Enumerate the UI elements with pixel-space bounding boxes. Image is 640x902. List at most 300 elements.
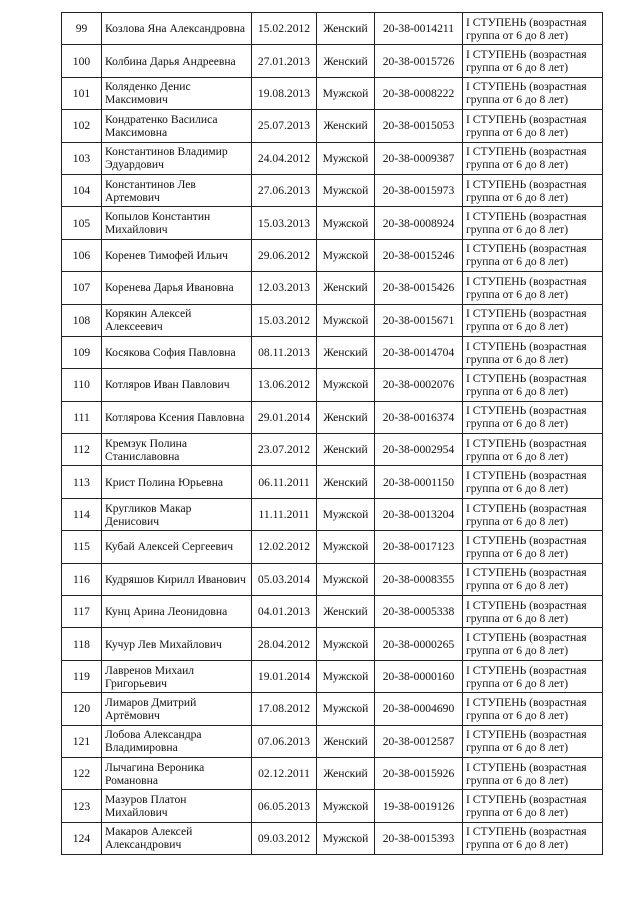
- uin-cell-text: 20-38-0015393: [382, 831, 455, 845]
- gender-cell-text: Мужской: [322, 702, 369, 716]
- row-number-cell-text: 120: [72, 702, 91, 716]
- uin-cell: [375, 45, 463, 77]
- birth-date-cell-text: 28.04.2012: [257, 637, 311, 651]
- row-number-cell-text: 107: [72, 281, 91, 295]
- gender-cell: [317, 45, 375, 77]
- gender-cell-text: Женский: [323, 475, 368, 489]
- level-cell: [463, 725, 603, 757]
- gender-cell: [317, 304, 375, 336]
- birth-date-cell-text: 06.11.2011: [258, 475, 310, 489]
- table-row: [62, 239, 603, 271]
- full-name-cell: [102, 790, 252, 822]
- birth-date-cell: [252, 239, 317, 271]
- table-row: [62, 401, 603, 433]
- table-row: [62, 110, 603, 142]
- level-cell: [463, 596, 603, 628]
- gender-cell: [317, 531, 375, 563]
- uin-cell-text: 20-38-0014211: [382, 22, 455, 36]
- full-name-cell: [102, 660, 252, 692]
- row-number-cell: [62, 498, 102, 530]
- row-number-cell: [62, 304, 102, 336]
- full-name-cell: [102, 401, 252, 433]
- gender-cell: [317, 401, 375, 433]
- row-number-cell: [62, 110, 102, 142]
- birth-date-cell-text: 04.01.2013: [257, 605, 311, 619]
- full-name-cell: [102, 13, 252, 45]
- level-cell: [463, 45, 603, 77]
- row-number-cell: [62, 563, 102, 595]
- uin-cell-text: 20-38-0013204: [382, 508, 455, 522]
- full-name-cell: [102, 628, 252, 660]
- level-cell-text: I СТУПЕНЬ (возрастная группа от 6 до 8 лет): [466, 371, 587, 398]
- gender-cell: [317, 239, 375, 271]
- level-cell-text: I СТУПЕНЬ (возрастная группа от 6 до 8 лет): [466, 436, 587, 463]
- birth-date-cell-text: 25.07.2013: [257, 119, 311, 133]
- birth-date-cell: [252, 628, 317, 660]
- birth-date-cell-text: 27.01.2013: [257, 54, 311, 68]
- table-row: [62, 272, 603, 304]
- roster-table: [61, 12, 603, 855]
- level-cell-text: I СТУПЕНЬ (возрастная группа от 6 до 8 лет): [466, 695, 587, 722]
- table-row: [62, 45, 603, 77]
- birth-date-cell: [252, 142, 317, 174]
- birth-date-cell-text: 15.03.2013: [257, 216, 311, 230]
- uin-cell: [375, 174, 463, 206]
- birth-date-cell-text: 02.12.2011: [258, 767, 310, 781]
- level-cell-text: I СТУПЕНЬ (возрастная группа от 6 до 8 лет): [466, 631, 587, 658]
- uin-cell: [375, 790, 463, 822]
- row-number-cell-text: 123: [72, 799, 91, 813]
- table-row: [62, 336, 603, 368]
- uin-cell-text: 20-38-0009387: [382, 151, 455, 165]
- full-name-cell-text: Лавренов Михаил Григорьевич: [105, 663, 195, 690]
- uin-cell-text: 19-38-0019126: [382, 799, 455, 813]
- gender-cell-text: Женский: [323, 605, 368, 619]
- gender-cell-text: Мужской: [322, 86, 369, 100]
- birth-date-cell: [252, 725, 317, 757]
- row-number-cell-text: 118: [73, 637, 90, 651]
- gender-cell-text: Мужской: [322, 572, 369, 586]
- full-name-cell-text: Константинов Лев Артемович: [105, 177, 196, 204]
- uin-cell: [375, 466, 463, 498]
- level-cell-text: I СТУПЕНЬ (возрастная группа от 6 до 8 лет): [466, 274, 587, 301]
- table-row: [62, 174, 603, 206]
- level-cell-text: I СТУПЕНЬ (возрастная группа от 6 до 8 лет): [466, 469, 587, 496]
- table-row: [62, 369, 603, 401]
- birth-date-cell-text: 17.08.2012: [257, 702, 311, 716]
- row-number-cell-text: 121: [72, 734, 91, 748]
- gender-cell: [317, 110, 375, 142]
- full-name-cell: [102, 822, 252, 854]
- gender-cell-text: Мужской: [322, 670, 369, 683]
- table-row: [62, 660, 603, 692]
- level-cell: [463, 790, 603, 822]
- gender-cell-text: Мужской: [322, 799, 369, 813]
- birth-date-cell-text: 27.06.2013: [257, 184, 311, 198]
- table-row: [62, 822, 603, 854]
- row-number-cell: [62, 272, 102, 304]
- birth-date-cell: [252, 693, 317, 725]
- row-number-cell-text: 100: [72, 54, 91, 68]
- uin-cell: [375, 401, 463, 433]
- document-page: [61, 12, 602, 855]
- level-cell-text: I СТУПЕНЬ (возрастная группа от 6 до 8 лет): [466, 728, 587, 755]
- uin-cell: [375, 142, 463, 174]
- birth-date-cell-text: 08.11.2013: [258, 346, 310, 360]
- gender-cell-text: Женский: [323, 54, 368, 68]
- level-cell: [463, 757, 603, 789]
- level-cell-text: I СТУПЕНЬ (возрастная группа от 6 до 8 лет): [466, 242, 587, 269]
- full-name-cell-text: Кудряшов Кирилл Иванович: [105, 572, 246, 586]
- full-name-cell-text: Кунц Арина Леонидовна: [105, 605, 228, 619]
- level-cell-text: I СТУПЕНЬ (возрастная группа от 6 до 8 лет): [466, 145, 587, 172]
- full-name-cell-text: Лимаров Дмитрий Артёмович: [105, 695, 197, 722]
- row-number-cell: [62, 757, 102, 789]
- gender-cell: [317, 207, 375, 239]
- row-number-cell: [62, 77, 102, 109]
- table-row: [62, 757, 603, 789]
- level-cell-text: I СТУПЕНЬ (возрастная группа от 6 до 8 лет): [466, 339, 587, 366]
- level-cell: [463, 110, 603, 142]
- uin-cell-text: 20-38-0014704: [382, 346, 455, 360]
- level-cell: [463, 336, 603, 368]
- uin-cell: [375, 628, 463, 660]
- row-number-cell-text: 108: [72, 313, 91, 327]
- birth-date-cell: [252, 401, 317, 433]
- uin-cell: [375, 13, 463, 45]
- table-row: [62, 725, 603, 757]
- full-name-cell: [102, 531, 252, 563]
- uin-cell: [375, 77, 463, 109]
- gender-cell: [317, 77, 375, 109]
- uin-cell: [375, 239, 463, 271]
- gender-cell-text: Женский: [323, 443, 368, 457]
- uin-cell: [375, 336, 463, 368]
- level-cell-text: I СТУПЕНЬ (возрастная группа от 6 до 8 лет): [466, 663, 587, 690]
- level-cell: [463, 207, 603, 239]
- table-row: [62, 531, 603, 563]
- uin-cell-text: 20-38-0008355: [382, 572, 455, 586]
- gender-cell-text: Мужской: [322, 540, 369, 554]
- birth-date-cell-text: 15.02.2012: [257, 22, 311, 36]
- row-number-cell-text: 105: [72, 216, 91, 230]
- gender-cell: [317, 466, 375, 498]
- gender-cell-text: Мужской: [322, 378, 369, 392]
- gender-cell: [317, 757, 375, 789]
- gender-cell-text: Мужской: [322, 248, 369, 262]
- gender-cell-text: Мужской: [322, 508, 369, 522]
- full-name-cell: [102, 466, 252, 498]
- row-number-cell: [62, 434, 102, 466]
- birth-date-cell-text: 09.03.2012: [257, 831, 311, 845]
- full-name-cell: [102, 434, 252, 466]
- uin-cell-text: 20-38-0015973: [382, 184, 455, 198]
- full-name-cell-text: Кремзук Полина Станиславовна: [105, 436, 188, 463]
- uin-cell-text: 20-38-0016374: [382, 410, 455, 424]
- gender-cell: [317, 142, 375, 174]
- uin-cell-text: 20-38-0015246: [382, 248, 455, 262]
- full-name-cell: [102, 110, 252, 142]
- birth-date-cell-text: 13.06.2012: [257, 378, 311, 392]
- gender-cell: [317, 596, 375, 628]
- full-name-cell-text: Макаров Алексей Александрович: [105, 825, 193, 852]
- full-name-cell: [102, 77, 252, 109]
- row-number-cell-text: 114: [73, 508, 90, 522]
- birth-date-cell: [252, 272, 317, 304]
- birth-date-cell-text: 07.06.2013: [257, 734, 311, 748]
- gender-cell: [317, 660, 375, 692]
- gender-cell: [317, 790, 375, 822]
- gender-cell: [317, 336, 375, 368]
- full-name-cell-text: Кондратенко Василиса Максимовна: [105, 112, 218, 139]
- level-cell-text: I СТУПЕНЬ (возрастная группа от 6 до 8 лет): [466, 177, 587, 204]
- birth-date-cell: [252, 336, 317, 368]
- full-name-cell-text: Копылов Константин Михайлович: [105, 210, 211, 237]
- row-number-cell-text: 99: [75, 22, 88, 36]
- full-name-cell-text: Кучур Лев Михайлович: [105, 637, 222, 651]
- level-cell-text: I СТУПЕНЬ (возрастная группа от 6 до 8 лет): [466, 825, 587, 852]
- full-name-cell: [102, 498, 252, 530]
- row-number-cell: [62, 174, 102, 206]
- level-cell: [463, 660, 603, 692]
- gender-cell-text: Мужской: [322, 313, 369, 327]
- gender-cell-text: Женский: [323, 119, 368, 133]
- gender-cell: [317, 498, 375, 530]
- uin-cell: [375, 207, 463, 239]
- row-number-cell-text: 122: [72, 767, 91, 781]
- gender-cell-text: Женский: [323, 281, 368, 295]
- birth-date-cell: [252, 498, 317, 530]
- table-row: [62, 13, 603, 45]
- gender-cell: [317, 693, 375, 725]
- uin-cell-text: 20-38-0008222: [382, 86, 455, 100]
- full-name-cell: [102, 45, 252, 77]
- uin-cell: [375, 693, 463, 725]
- birth-date-cell: [252, 45, 317, 77]
- level-cell: [463, 77, 603, 109]
- full-name-cell: [102, 336, 252, 368]
- birth-date-cell-text: 23.07.2012: [257, 443, 311, 457]
- full-name-cell-text: Козлова Яна Александровна: [105, 22, 246, 36]
- birth-date-cell-text: 11.11.2011: [258, 508, 310, 522]
- full-name-cell: [102, 207, 252, 239]
- birth-date-cell-text: 19.08.2013: [257, 86, 311, 100]
- birth-date-cell-text: 05.03.2014: [257, 572, 311, 586]
- table-row: [62, 434, 603, 466]
- table-row: [62, 563, 603, 595]
- full-name-cell: [102, 272, 252, 304]
- level-cell-text: I СТУПЕНЬ (возрастная группа от 6 до 8 лет): [466, 760, 587, 787]
- row-number-cell: [62, 596, 102, 628]
- uin-cell-text: 20-38-0004690: [382, 702, 455, 716]
- row-number-cell: [62, 336, 102, 368]
- roster-table-body: [62, 13, 603, 855]
- uin-cell: [375, 725, 463, 757]
- birth-date-cell: [252, 174, 317, 206]
- full-name-cell-text: Котляров Иван Павлович: [105, 378, 230, 392]
- gender-cell: [317, 369, 375, 401]
- full-name-cell-text: Колбина Дарья Андреевна: [105, 54, 236, 68]
- uin-cell: [375, 757, 463, 789]
- full-name-cell-text: Котлярова Ксения Павловна: [105, 410, 245, 424]
- row-number-cell-text: 104: [72, 184, 91, 198]
- uin-cell-text: 20-38-0015926: [382, 767, 455, 781]
- uin-cell: [375, 304, 463, 336]
- full-name-cell-text: Коренев Тимофей Ильич: [105, 248, 228, 262]
- level-cell: [463, 693, 603, 725]
- row-number-cell-text: 101: [72, 86, 91, 100]
- birth-date-cell: [252, 77, 317, 109]
- full-name-cell: [102, 239, 252, 271]
- birth-date-cell: [252, 757, 317, 789]
- level-cell-text: I СТУПЕНЬ (возрастная группа от 6 до 8 лет): [466, 404, 587, 431]
- full-name-cell-text: Константинов Владимир Эдуардович: [105, 145, 228, 172]
- row-number-cell: [62, 693, 102, 725]
- full-name-cell: [102, 174, 252, 206]
- row-number-cell: [62, 207, 102, 239]
- uin-cell: [375, 596, 463, 628]
- row-number-cell-text: 119: [73, 670, 90, 683]
- full-name-cell: [102, 563, 252, 595]
- row-number-cell: [62, 13, 102, 45]
- full-name-cell-text: Мазуров Платон Михайлович: [105, 793, 187, 820]
- gender-cell-text: Женский: [323, 22, 368, 36]
- full-name-cell-text: Коляденко Денис Максимович: [105, 80, 191, 107]
- uin-cell: [375, 434, 463, 466]
- row-number-cell-text: 115: [73, 540, 90, 554]
- level-cell: [463, 272, 603, 304]
- uin-cell-text: 20-38-0012587: [382, 734, 455, 748]
- level-cell: [463, 304, 603, 336]
- row-number-cell: [62, 660, 102, 692]
- row-number-cell: [62, 531, 102, 563]
- uin-cell-text: 20-38-0015426: [382, 281, 455, 295]
- full-name-cell-text: Коренева Дарья Ивановна: [105, 281, 234, 295]
- row-number-cell-text: 102: [72, 119, 91, 133]
- uin-cell: [375, 369, 463, 401]
- gender-cell-text: Мужской: [322, 831, 369, 845]
- uin-cell-text: 20-38-0002954: [382, 443, 455, 457]
- row-number-cell-text: 117: [73, 605, 90, 619]
- gender-cell-text: Мужской: [322, 151, 369, 165]
- full-name-cell: [102, 596, 252, 628]
- birth-date-cell-text: 12.03.2013: [257, 281, 311, 295]
- full-name-cell-text: Лобова Александра Владимировна: [105, 728, 202, 755]
- birth-date-cell-text: 24.04.2012: [257, 151, 311, 165]
- birth-date-cell-text: 12.02.2012: [257, 540, 311, 554]
- row-number-cell-text: 112: [73, 443, 90, 457]
- full-name-cell-text: Корякин Алексей Алексеевич: [105, 307, 192, 334]
- table-row: [62, 498, 603, 530]
- full-name-cell-text: Кругликов Макар Денисович: [105, 501, 192, 528]
- row-number-cell-text: 113: [73, 475, 90, 489]
- level-cell-text: I СТУПЕНЬ (возрастная группа от 6 до 8 лет): [466, 533, 587, 560]
- table-row: [62, 628, 603, 660]
- row-number-cell-text: 124: [72, 831, 91, 845]
- uin-cell-text: 20-38-0001150: [382, 475, 455, 489]
- uin-cell-text: 20-38-0000265: [382, 637, 455, 651]
- level-cell: [463, 13, 603, 45]
- level-cell: [463, 239, 603, 271]
- table-row: [62, 77, 603, 109]
- table-row: [62, 693, 603, 725]
- level-cell-text: I СТУПЕНЬ (возрастная группа от 6 до 8 лет): [466, 501, 587, 528]
- birth-date-cell-text: 15.03.2012: [257, 313, 311, 327]
- full-name-cell: [102, 693, 252, 725]
- birth-date-cell: [252, 434, 317, 466]
- row-number-cell-text: 106: [72, 248, 91, 262]
- row-number-cell-text: 111: [73, 410, 90, 424]
- gender-cell: [317, 628, 375, 660]
- table-row: [62, 596, 603, 628]
- level-cell-text: I СТУПЕНЬ (возрастная группа от 6 до 8 лет): [466, 15, 587, 42]
- uin-cell: [375, 531, 463, 563]
- table-row: [62, 142, 603, 174]
- full-name-cell: [102, 304, 252, 336]
- gender-cell: [317, 563, 375, 595]
- row-number-cell: [62, 725, 102, 757]
- birth-date-cell: [252, 207, 317, 239]
- full-name-cell-text: Косякова София Павловна: [105, 346, 236, 360]
- uin-cell-text: 20-38-0005338: [382, 605, 455, 619]
- table-row: [62, 466, 603, 498]
- uin-cell: [375, 272, 463, 304]
- uin-cell: [375, 110, 463, 142]
- row-number-cell: [62, 142, 102, 174]
- uin-cell-text: 20-38-0008924: [382, 216, 455, 230]
- gender-cell-text: Женский: [323, 767, 368, 781]
- uin-cell: [375, 563, 463, 595]
- birth-date-cell: [252, 466, 317, 498]
- level-cell-text: I СТУПЕНЬ (возрастная группа от 6 до 8 лет): [466, 112, 587, 139]
- full-name-cell: [102, 369, 252, 401]
- birth-date-cell-text: 19.01.2014: [257, 670, 311, 683]
- level-cell: [463, 466, 603, 498]
- uin-cell: [375, 822, 463, 854]
- birth-date-cell: [252, 304, 317, 336]
- full-name-cell: [102, 757, 252, 789]
- birth-date-cell-text: 29.06.2012: [257, 248, 311, 262]
- uin-cell-text: 20-38-0015671: [382, 313, 455, 327]
- level-cell-text: I СТУПЕНЬ (возрастная группа от 6 до 8 лет): [466, 566, 587, 593]
- level-cell-text: I СТУПЕНЬ (возрастная группа от 6 до 8 лет): [466, 598, 587, 625]
- uin-cell-text: 20-38-0015726: [382, 54, 455, 68]
- uin-cell: [375, 498, 463, 530]
- birth-date-cell: [252, 369, 317, 401]
- birth-date-cell: [252, 596, 317, 628]
- gender-cell: [317, 822, 375, 854]
- birth-date-cell: [252, 822, 317, 854]
- gender-cell: [317, 174, 375, 206]
- birth-date-cell: [252, 13, 317, 45]
- birth-date-cell: [252, 531, 317, 563]
- level-cell: [463, 369, 603, 401]
- row-number-cell: [62, 628, 102, 660]
- level-cell: [463, 401, 603, 433]
- gender-cell-text: Женский: [323, 410, 368, 424]
- uin-cell-text: 20-38-0002076: [382, 378, 455, 392]
- full-name-cell: [102, 725, 252, 757]
- birth-date-cell: [252, 790, 317, 822]
- birth-date-cell: [252, 110, 317, 142]
- level-cell: [463, 628, 603, 660]
- birth-date-cell-text: 06.05.2013: [257, 799, 311, 813]
- full-name-cell-text: Крист Полина Юрьевна: [105, 475, 224, 489]
- level-cell-text: I СТУПЕНЬ (возрастная группа от 6 до 8 лет): [466, 793, 587, 820]
- gender-cell-text: Мужской: [322, 184, 369, 198]
- row-number-cell: [62, 45, 102, 77]
- uin-cell: [375, 660, 463, 692]
